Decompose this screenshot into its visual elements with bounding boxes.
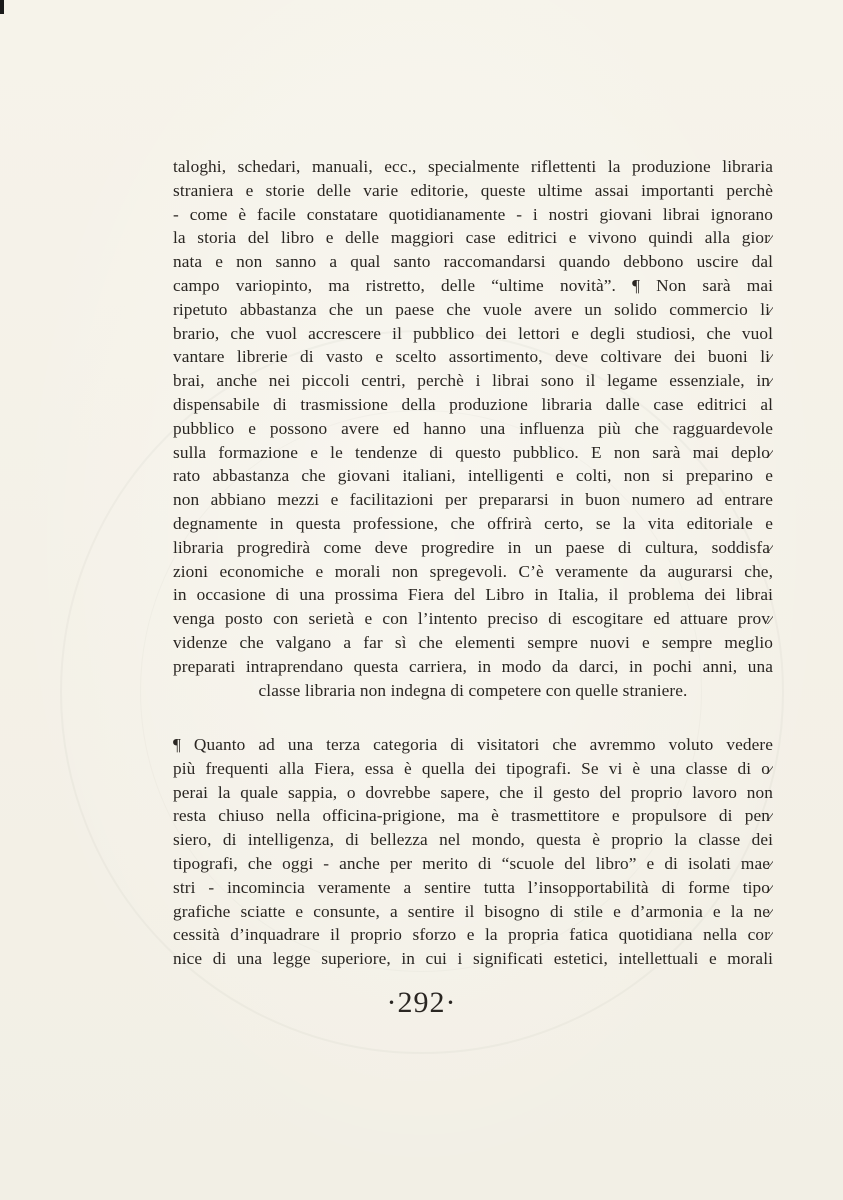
text-line: brai, anche nei piccoli centri, perchè i librai sono il legame essenziale, in⁄ — [173, 371, 773, 391]
text-line: nice di una legge superiore, in cui i significati estetici, intellettuali e morali — [173, 949, 773, 969]
text-line: libraria progredirà come deve progredire in un paese di cultura, soddisfa⁄ — [173, 537, 773, 557]
text-line: classe libraria non indegna di competere con quelle straniere. — [258, 680, 688, 700]
text-line: non abbiano mezzi e facilitazioni per prepararsi in buon numero ad entrare — [173, 490, 773, 510]
corner-mark — [0, 0, 4, 14]
text-line: venga posto con serietà e con l’intento preciso di escogitare ed attuare prov⁄ — [173, 609, 773, 629]
text-line: zioni economiche e morali non spregevoli. C’è veramente da augurarsi che, — [173, 561, 773, 581]
text-line: grafiche sciatte e consunte, a sentire il bisogno di stile e d’armonia e la ne⁄ — [173, 901, 773, 921]
text-line: resta chiuso nella officina-prigione, ma è trasmettitore e propulsore di pen⁄ — [173, 806, 773, 826]
text-line: ripetuto abbastanza che un paese che vuole avere un solido commercio li⁄ — [173, 299, 773, 319]
text-line: straniera e storie delle varie editorie, queste ultime assai importanti perchè — [173, 180, 773, 200]
text-line: brario, che vuol accrescere il pubblico dei lettori e degli studiosi, che vuol — [173, 323, 773, 343]
text-line: stri - incomincia veramente a sentire tutta l’insopportabilità di forme tipo⁄ — [173, 877, 773, 897]
text-line: - come è facile constatare quotidianamente - i nostri giovani librai ignorano — [173, 204, 773, 224]
text-line: cessità d’inquadrare il proprio sforzo e la propria fatica quotidiana nella cor⁄ — [173, 925, 773, 945]
text-line: campo variopinto, ma ristretto, delle “ultime novità”. ¶ Non sarà mai — [173, 275, 773, 295]
text-line: più frequenti alla Fiera, essa è quella dei tipografi. Se vi è una classe di o⁄ — [173, 758, 773, 778]
page-number: ·292· — [386, 986, 457, 1019]
text-line: preparati intraprendano questa carriera, in modo da darci, in pochi anni, una — [173, 656, 773, 676]
paragraph-1 — [173, 155, 773, 702]
text-line: degnamente in questa professione, che offrirà certo, se la vita editoriale e — [173, 513, 773, 533]
text-line: ¶ Quanto ad una terza categoria di visitatori che avremmo voluto vedere — [173, 735, 773, 754]
text-line: pubblico e possono avere ed hanno una influenza più che ragguardevole — [173, 418, 773, 438]
text-line: siero, di intelligenza, di bellezza nel mondo, questa è proprio la classe dei — [173, 830, 773, 850]
text-line: taloghi, schedari, manuali, ecc., specialmente riflettenti la produzione libraria — [173, 157, 773, 176]
paragraph-2 — [173, 733, 773, 971]
text-line: sulla formazione e le tendenze di questo pubblico. E non sarà mai deplo⁄ — [173, 442, 773, 462]
text-line: dispensabile di trasmissione della produzione libraria dalle case editrici al — [173, 394, 773, 414]
text-line: in occasione di una prossima Fiera del Libro in Italia, il problema dei librai — [173, 585, 773, 605]
text-line: perai la quale sappia, o dovrebbe sapere, che il gesto del proprio lavoro non — [173, 782, 773, 802]
text-line: vantare librerie di vasto e scelto assortimento, deve coltivare dei buoni li⁄ — [173, 347, 773, 367]
text-line: rato abbastanza che giovani italiani, intelligenti e colti, non si preparino e — [173, 466, 773, 486]
text-line: nata e non sanno a qual santo raccomandarsi quando debbono uscire dal — [173, 252, 773, 272]
text-line: la storia del libro e delle maggiori case editrici e vivono quindi alla gior⁄ — [173, 228, 773, 248]
text-line: videnze che valgano a far sì che elementi sempre nuovi e sempre meglio — [173, 632, 773, 652]
text-line: tipografi, che oggi - anche per merito di “scuole del libro” e di isolati mae⁄ — [173, 853, 773, 873]
